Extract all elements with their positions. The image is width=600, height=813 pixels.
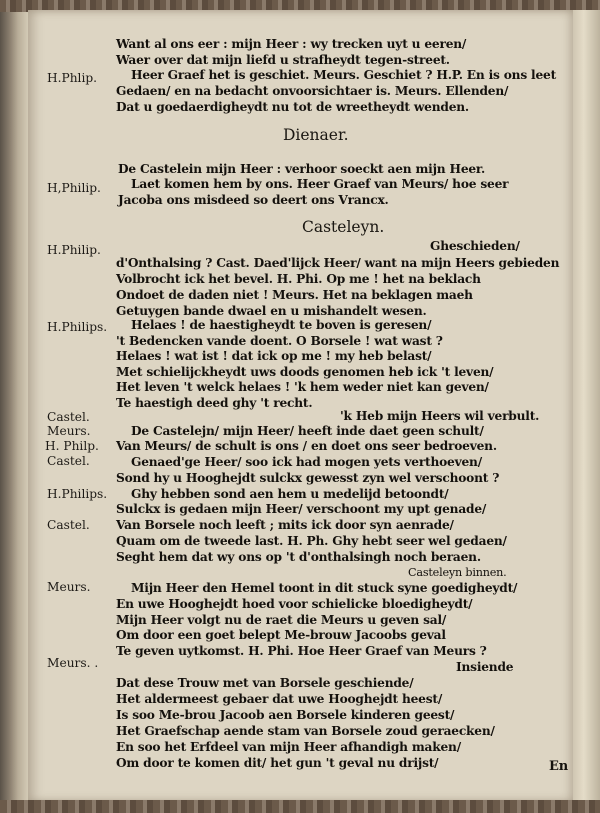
text-line: d'Onthalsing ? Cast. Daed'lijck Heer/ want na mijn Heers gebieden — [116, 256, 560, 270]
text-line: Laet komen hem by ons. Heer Graef van Meurs/ hoe seer — [131, 177, 509, 191]
text-line: Met schielijckheydt uws doods genomen heb ick 't leven/ — [116, 365, 494, 379]
text-line: En soo het Erfdeel van mijn Heer afhandigh maken/ — [116, 740, 461, 754]
text-line: Getuygen bande dwael en u mishandelt wesen. — [116, 304, 427, 318]
text-line: 't Bedencken vande doent. O Borsele ! wat wast ? — [116, 334, 443, 348]
speaker-label: H,Philip. — [47, 181, 101, 195]
text-line: Te haestigh deed ghy 't recht. — [116, 396, 313, 410]
text-line: Dat dese Trouw met van Borsele geschiende/ — [116, 676, 414, 690]
text-line: Heer Graef het is geschiet. Meurs. Geschiet ? H.P. En is ons leet — [131, 68, 556, 82]
text-line: Het leven 't welck helaes ! 'k hem weder niet kan geven/ — [116, 380, 489, 394]
text-line: Dat u goedaerdigheydt nu tot de wreetheydt wenden. — [116, 100, 469, 114]
text-line: De Castelejn/ mijn Heer/ heeft inde daet geen schult/ — [131, 424, 484, 438]
scene-heading: Dienaer. — [283, 126, 349, 144]
text-line: Helaes ! de haestigheydt te boven is geresen/ — [131, 318, 432, 332]
text-line: De Castelein mijn Heer : verhoor soeckt aen mijn Heer. — [118, 162, 486, 176]
speaker-label: Castel. — [47, 454, 90, 468]
text-line: Mijn Heer den Hemel toont in dit stuck syne goedigheydt/ — [131, 581, 518, 595]
text-line: Helaes ! wat ist ! dat ick op me ! my heb belast/ — [116, 349, 432, 363]
text-line: Te geven uytkomst. H. Phi. Hoe Heer Graef van Meurs ? — [116, 644, 487, 658]
text-line: Sond hy u Hooghejdt sulckx gewesst zyn wel verschoont ? — [116, 471, 500, 485]
stage-direction: Casteleyn binnen. — [408, 566, 507, 579]
text-line: Van Borsele noch leeft ; mits ick door syn aenrade/ — [116, 518, 454, 532]
text-line: Gedaen/ en na bedacht onvoorsichtaer is. Meurs. Ellenden/ — [116, 84, 509, 98]
bottom-cover-edge — [0, 800, 600, 813]
speaker-label: Meurs. — [47, 580, 91, 594]
speaker-label: H. Philp. — [45, 439, 99, 453]
text-line: En uwe Hooghejdt hoed voor schielicke bloedigheydt/ — [116, 597, 473, 611]
speaker-label: Castel. — [47, 410, 90, 424]
text-line: Het aldermeest gebaer dat uwe Hooghejdt heest/ — [116, 692, 443, 706]
speaker-label: H.Philips. — [47, 320, 108, 334]
text-line: Insiende — [456, 660, 514, 674]
speaker-label: H.Phlip. — [47, 71, 98, 85]
text-line: Gheschieden/ — [430, 239, 520, 253]
text-line: Waer over dat mijn liefd u strafheydt tegen-street. — [116, 53, 450, 67]
text-line: Seght hem dat wy ons op 't d'onthalsingh noch beraen. — [116, 550, 481, 564]
text-line: Mijn Heer volgt nu de raet die Meurs u geven sal/ — [116, 613, 447, 627]
speaker-label: H.Philips. — [47, 487, 108, 501]
text-line: Sulckx is gedaen mijn Heer/ verschoont my upt genade/ — [116, 502, 487, 516]
text-line: Van Meurs/ de schult is ons / en doet ons seer bedroeven. — [116, 439, 497, 453]
text-line: Ghy hebben sond aen hem u medelijd betoondt/ — [131, 487, 449, 501]
text-line: 'k Heb mijn Heers wil verbult. — [340, 409, 540, 423]
text-line: Het Graefschap aende stam van Borsele zoud geraecken/ — [116, 724, 495, 738]
text-line: Want al ons eer : mijn Heer : wy trecken uyt u eeren/ — [116, 37, 467, 51]
text-line: Quam om de tweede last. H. Ph. Ghy hebt seer wel gedaen/ — [116, 534, 507, 548]
text-line: Genaed'ge Heer/ soo ick had mogen yets verthoeven/ — [131, 455, 482, 469]
text-line: Om door te komen dit/ het gun 't geval nu drijst/ — [116, 756, 439, 770]
speaker-label: H.Philip. — [47, 243, 101, 257]
text-line: Om door een goet belept Me-brouw Jacoobs geval — [116, 628, 446, 642]
text-line: Ondoet de daden niet ! Meurs. Het na beklagen maeh — [116, 288, 473, 302]
text-line: Is soo Me-brou Jacoob aen Borsele kinderen geest/ — [116, 708, 455, 722]
catchword: En — [549, 759, 568, 774]
text-line: Volbrocht ick het bevel. H. Phi. Op me ! het na beklach — [116, 272, 481, 286]
speaker-label: Castel. — [47, 518, 90, 532]
scene-heading: Casteleyn. — [302, 218, 385, 236]
speaker-label: Meurs. — [47, 424, 91, 438]
page-edge — [573, 10, 600, 802]
text-line: Jacoba ons misdeed so deert ons Vrancx. — [118, 193, 389, 207]
speaker-label: Meurs. . — [47, 656, 99, 670]
